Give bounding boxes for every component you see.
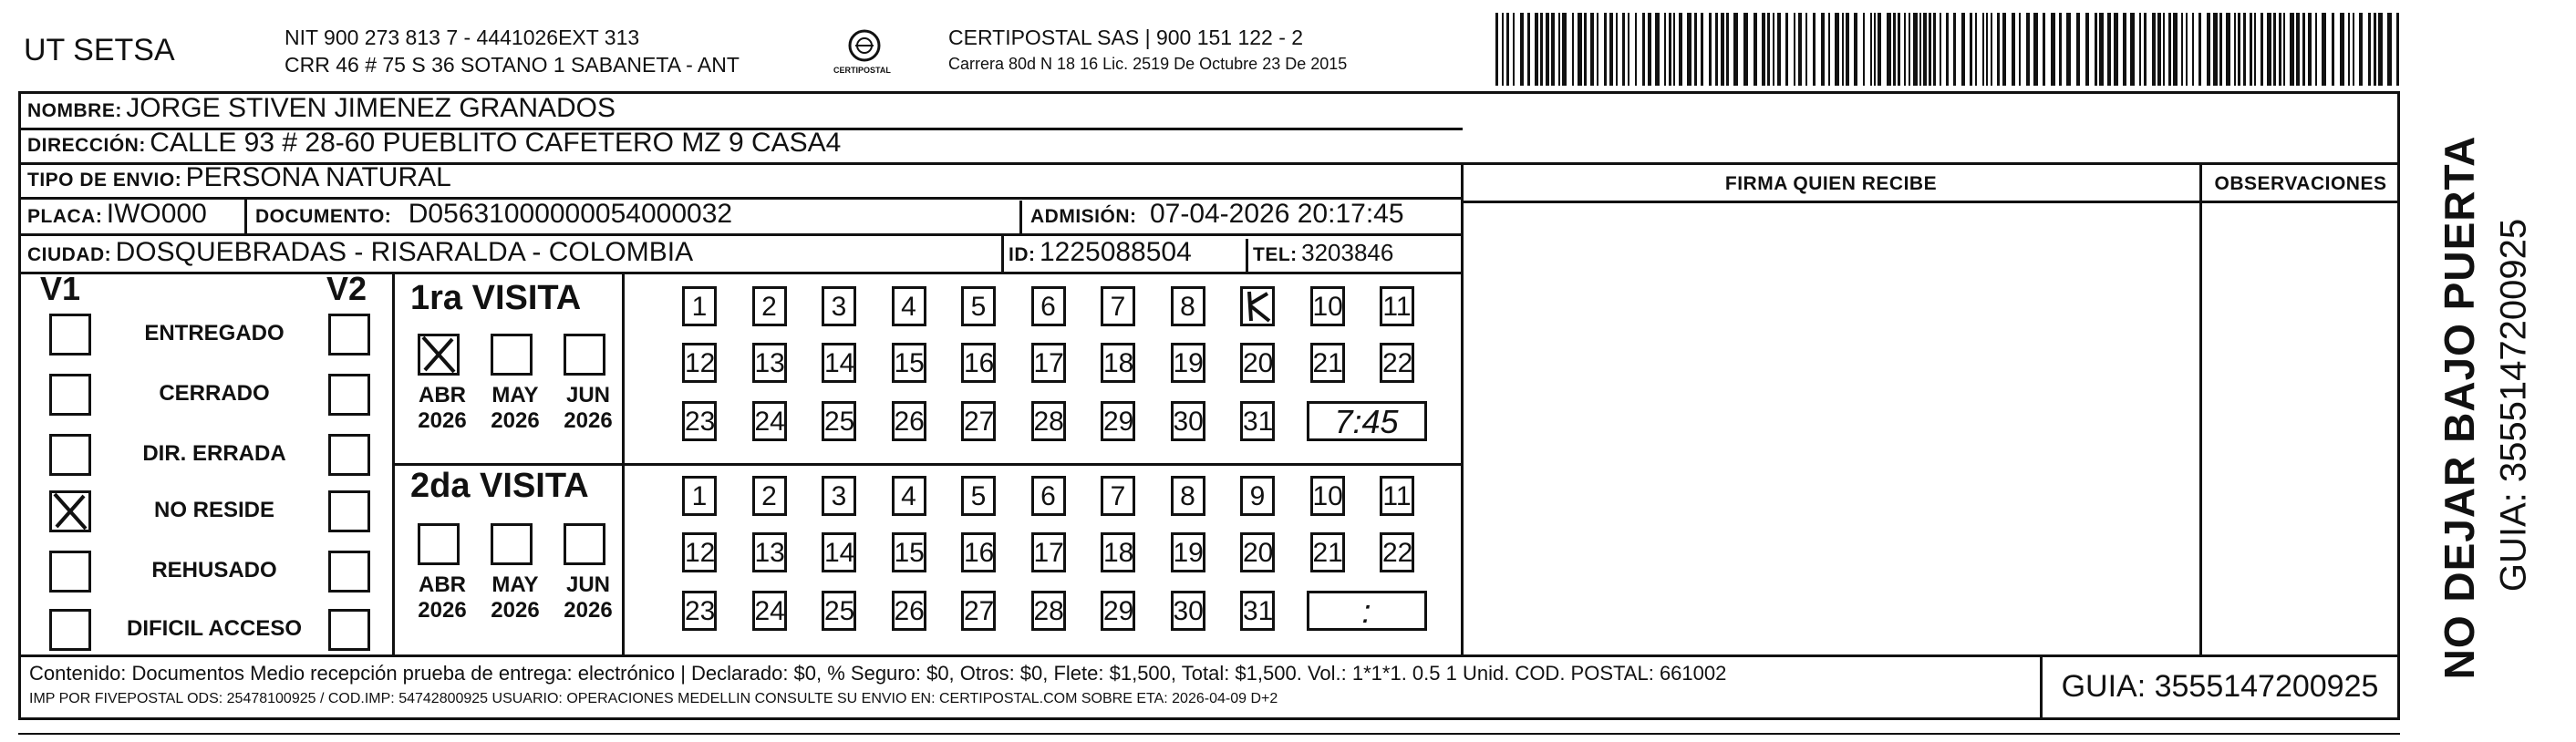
barcode-bar bbox=[1578, 13, 1582, 86]
day-box[interactable]: 14 bbox=[822, 343, 856, 383]
v1-checkbox[interactable] bbox=[49, 374, 91, 416]
barcode-bar bbox=[1933, 13, 1936, 86]
v1-checkbox[interactable] bbox=[49, 551, 91, 593]
barcode-bar bbox=[1904, 13, 1906, 86]
day-box[interactable]: 11 bbox=[1380, 476, 1414, 516]
month-label: ABR bbox=[419, 383, 466, 407]
barcode-bar bbox=[1664, 13, 1666, 86]
barcode-bar bbox=[2260, 13, 2263, 86]
barcode-bar bbox=[2308, 13, 2312, 86]
visit1-title: 1ra VISITA bbox=[410, 279, 582, 317]
barcode-bar bbox=[2026, 13, 2030, 86]
barcode-bar bbox=[2219, 13, 2222, 86]
firma-area[interactable] bbox=[1464, 203, 2198, 654]
barcode-bar bbox=[1513, 13, 1515, 86]
day-box[interactable]: 27 bbox=[961, 591, 996, 631]
barcode-bar bbox=[1709, 13, 1712, 86]
certipostal-logo-icon bbox=[828, 26, 901, 80]
day-box[interactable]: 30 bbox=[1171, 401, 1205, 441]
barcode-bar bbox=[2123, 13, 2126, 86]
month-checkbox[interactable] bbox=[564, 334, 605, 376]
month-year: 2026 bbox=[491, 598, 540, 623]
day-box[interactable]: 20 bbox=[1240, 343, 1275, 383]
barcode-bar bbox=[2051, 13, 2055, 86]
day-box[interactable]: 7 bbox=[1101, 286, 1135, 326]
month-checkbox[interactable] bbox=[564, 523, 605, 565]
ciudad-value: DOSQUEBRADAS - RISARALDA - COLOMBIA bbox=[115, 237, 694, 267]
barcode-bar bbox=[1929, 13, 1931, 86]
barcode-bar bbox=[1975, 13, 1977, 86]
barcode-bar bbox=[1842, 13, 1844, 86]
day-box[interactable]: 28 bbox=[1031, 591, 1066, 631]
barcode-bar bbox=[1648, 13, 1651, 86]
barcode-bar bbox=[1622, 13, 1625, 86]
status-label: CERRADO bbox=[159, 381, 270, 406]
day-box[interactable]: 10 bbox=[1310, 476, 1345, 516]
day-box[interactable]: 29 bbox=[1101, 591, 1135, 631]
barcode-bar bbox=[2238, 13, 2240, 86]
day-box[interactable]: 10 bbox=[1310, 286, 1345, 326]
barcode-bar bbox=[2033, 13, 2038, 86]
day-box[interactable]: 3 bbox=[822, 286, 856, 326]
barcode-bar bbox=[2254, 13, 2256, 86]
admision-label: ADMISIÓN: bbox=[1030, 206, 1137, 227]
barcode-bar bbox=[1495, 13, 1498, 86]
barcode-bar bbox=[2302, 13, 2305, 86]
barcode-bar bbox=[1635, 13, 1637, 86]
month-year: 2026 bbox=[564, 408, 613, 433]
barcode-bar bbox=[1584, 13, 1587, 86]
barcode-icon bbox=[1495, 13, 2407, 86]
day-box[interactable]: 4 bbox=[892, 476, 926, 516]
barcode-bar bbox=[1669, 13, 1671, 86]
side-guia: GUIA: 3555147200925 bbox=[2493, 218, 2534, 593]
barcode-bar bbox=[1767, 13, 1770, 86]
barcode-bar bbox=[1590, 13, 1594, 86]
barcode-bar bbox=[2273, 13, 2276, 86]
day-box[interactable]: 30 bbox=[1171, 591, 1205, 631]
barcode-bar bbox=[1642, 13, 1645, 86]
id-label: ID: bbox=[1009, 244, 1036, 265]
month-label: JUN bbox=[565, 572, 610, 597]
day-box[interactable]: 26 bbox=[892, 401, 926, 441]
barcode-bar bbox=[2226, 13, 2230, 86]
barcode-bar bbox=[2002, 13, 2006, 86]
barcode-bar bbox=[1898, 13, 1900, 86]
barcode-bar bbox=[2359, 13, 2363, 86]
barcode-bar bbox=[1919, 13, 1921, 86]
barcode-bar bbox=[1961, 13, 1965, 86]
barcode-bar bbox=[1616, 13, 1618, 86]
barcode-bar bbox=[1715, 13, 1718, 86]
day-box[interactable]: 21 bbox=[1310, 532, 1345, 572]
barcode-bar bbox=[2059, 13, 2062, 86]
admision-value: 07-04-2026 20:17:45 bbox=[1149, 199, 1404, 229]
v1-checkbox[interactable] bbox=[49, 314, 91, 356]
barcode-bar bbox=[2095, 13, 2097, 86]
documento-label: DOCUMENTO: bbox=[255, 206, 392, 227]
barcode-bar bbox=[1997, 13, 2000, 86]
barcode-bar bbox=[2267, 13, 2271, 86]
day-box[interactable]: 6 bbox=[1031, 476, 1066, 516]
barcode-bar bbox=[1863, 13, 1865, 86]
logo-text: CERTIPOSTAL bbox=[833, 66, 891, 75]
status-label: ENTREGADO bbox=[144, 321, 284, 345]
barcode-bar bbox=[1777, 13, 1781, 86]
barcode-bar bbox=[1846, 13, 1849, 86]
footer-guia: GUIA: 3555147200925 bbox=[2061, 669, 2379, 704]
barcode-bar bbox=[2396, 13, 2399, 86]
barcode-bar bbox=[1726, 13, 1729, 86]
month-checkbox[interactable] bbox=[491, 523, 533, 565]
footer-line2: IMP POR FIVEPOSTAL ODS: 25478100925 / COD.IMP: 54742800925 USUARIO: OPERACIONES MEDELLIN CONSULTE SU ENVIO EN: CERTIPOSTAL.COM SOBRE ETA: 2026-04-09 D+2 bbox=[29, 691, 1278, 706]
barcode-bar bbox=[1986, 13, 1988, 86]
barcode-bar bbox=[2076, 13, 2080, 86]
status-label: NO RESIDE bbox=[153, 498, 275, 522]
certipostal-title: CERTIPOSTAL SAS | 900 151 122 - 2 bbox=[948, 26, 1304, 49]
barcode-bar bbox=[1694, 13, 1697, 86]
month-year: 2026 bbox=[491, 408, 540, 433]
barcode-bar bbox=[2099, 13, 2104, 86]
day-box[interactable]: 11 bbox=[1380, 286, 1414, 326]
barcode-bar bbox=[1813, 13, 1816, 86]
month-label: MAY bbox=[491, 572, 539, 597]
day-box[interactable]: 14 bbox=[822, 532, 856, 572]
barcode-bar bbox=[1835, 13, 1839, 86]
month-year: 2026 bbox=[418, 598, 467, 623]
barcode-bar bbox=[1721, 13, 1724, 86]
barcode-bar bbox=[1970, 13, 1972, 86]
certipostal-sub: Carrera 80d N 18 16 Lic. 2519 De Octubre 23 De 2015 bbox=[948, 55, 1348, 73]
barcode-bar bbox=[1887, 13, 1891, 86]
barcode-bar bbox=[2019, 13, 2021, 86]
tipo-value: PERSONA NATURAL bbox=[185, 162, 451, 192]
barcode-bar bbox=[2192, 13, 2194, 86]
day-box[interactable]: 28 bbox=[1031, 401, 1066, 441]
barcode-bar bbox=[2348, 13, 2350, 86]
barcode-bar bbox=[1520, 13, 1524, 86]
day-box[interactable]: 3 bbox=[822, 476, 856, 516]
company-name: UT SETSA bbox=[24, 33, 175, 67]
barcode-bar bbox=[2332, 13, 2334, 86]
day-box[interactable]: 17 bbox=[1031, 343, 1066, 383]
barcode-bar bbox=[1673, 13, 1675, 86]
day-box[interactable]: 17 bbox=[1031, 532, 1066, 572]
barcode-bar bbox=[1701, 13, 1703, 86]
day-box[interactable]: 2 bbox=[752, 476, 787, 516]
barcode-bar bbox=[2250, 13, 2252, 86]
barcode-bar bbox=[1679, 13, 1682, 86]
day-box[interactable]: 6 bbox=[1031, 286, 1066, 326]
barcode-bar bbox=[2368, 13, 2371, 86]
status-label: REHUSADO bbox=[151, 558, 277, 582]
barcode-bar bbox=[2315, 13, 2317, 86]
barcode-bar bbox=[2139, 13, 2141, 86]
barcode-bar bbox=[1946, 13, 1949, 86]
barcode-bar bbox=[2186, 13, 2188, 86]
day-box[interactable]: 5 bbox=[961, 476, 996, 516]
placa-value: IWO000 bbox=[106, 199, 207, 229]
barcode-bar bbox=[1923, 13, 1927, 86]
barcode-bar bbox=[1540, 13, 1543, 86]
day-box[interactable]: 2 bbox=[752, 286, 787, 326]
barcode-bar bbox=[2107, 13, 2111, 86]
day-box[interactable]: 5 bbox=[961, 286, 996, 326]
direccion-label: DIRECCIÓN: bbox=[27, 135, 146, 156]
tel-value: 3203846 bbox=[1301, 239, 1394, 266]
barcode-bar bbox=[2374, 13, 2376, 86]
barcode-bar bbox=[1687, 13, 1691, 86]
month-checkbox[interactable] bbox=[491, 334, 533, 376]
day-box[interactable]: 22 bbox=[1380, 343, 1414, 383]
day-box[interactable]: 18 bbox=[1101, 532, 1135, 572]
barcode-bar bbox=[1854, 13, 1857, 86]
barcode-bar bbox=[2290, 13, 2294, 86]
day-box[interactable]: 13 bbox=[752, 343, 787, 383]
firma-header: FIRMA QUIEN RECIBE bbox=[1724, 173, 1938, 194]
barcode-bar bbox=[1604, 13, 1607, 86]
barcode-bar bbox=[2207, 13, 2210, 86]
barcode-bar bbox=[2387, 13, 2392, 86]
barcode-bar bbox=[2144, 13, 2147, 86]
barcode-bar bbox=[1913, 13, 1918, 86]
barcode-bar bbox=[2085, 13, 2089, 86]
barcode-bar bbox=[2043, 13, 2045, 86]
ciudad-label: CIUDAD: bbox=[27, 244, 112, 265]
barcode-bar bbox=[1655, 13, 1660, 86]
barcode-bar bbox=[1798, 13, 1802, 86]
day-box[interactable]: 25 bbox=[822, 401, 856, 441]
day-box[interactable]: 27 bbox=[961, 401, 996, 441]
barcode-bar bbox=[2234, 13, 2236, 86]
day-box[interactable]: 15 bbox=[892, 343, 926, 383]
v2-header: V2 bbox=[326, 270, 367, 307]
day-box[interactable]: 20 bbox=[1240, 532, 1275, 572]
id-value: 1225088504 bbox=[1039, 237, 1192, 267]
v2-checkbox[interactable] bbox=[328, 609, 370, 651]
day-box[interactable]: 29 bbox=[1101, 401, 1135, 441]
barcode-bar bbox=[2163, 13, 2165, 86]
barcode-bar bbox=[1562, 13, 1567, 86]
barcode-bar bbox=[1982, 13, 1984, 86]
month-year: 2026 bbox=[418, 408, 467, 433]
day-box[interactable]: 23 bbox=[682, 401, 717, 441]
observaciones-area[interactable] bbox=[2203, 203, 2398, 654]
v1-header: V1 bbox=[40, 270, 81, 307]
barcode-bar bbox=[2130, 13, 2135, 86]
day-box[interactable]: 24 bbox=[752, 591, 787, 631]
barcode-bar bbox=[1527, 13, 1530, 86]
visit2-title: 2da VISITA bbox=[410, 467, 589, 505]
v2-checkbox[interactable] bbox=[328, 434, 370, 476]
barcode-bar bbox=[1953, 13, 1956, 86]
day-box[interactable]: 19 bbox=[1171, 343, 1205, 383]
month-checkbox[interactable] bbox=[418, 523, 460, 565]
month-checkbox[interactable] bbox=[418, 334, 460, 376]
barcode-bar bbox=[1870, 13, 1872, 86]
day-box[interactable]: 26 bbox=[892, 591, 926, 631]
barcode-bar bbox=[2353, 13, 2354, 86]
bottom-rule bbox=[18, 733, 2400, 735]
company-address: CRR 46 # 75 S 36 SOTANO 1 SABANETA - ANT bbox=[284, 53, 740, 77]
barcode-bar bbox=[1546, 13, 1549, 86]
time-box[interactable]: : bbox=[1307, 591, 1427, 631]
day-box[interactable] bbox=[1240, 286, 1275, 326]
day-box[interactable]: 31 bbox=[1240, 591, 1275, 631]
placa-label: PLACA: bbox=[27, 206, 103, 227]
v2-checkbox[interactable] bbox=[328, 490, 370, 532]
day-box[interactable]: 21 bbox=[1310, 343, 1345, 383]
day-box[interactable]: 16 bbox=[961, 532, 996, 572]
barcode-bar bbox=[1628, 13, 1629, 86]
v1-checkbox[interactable] bbox=[49, 434, 91, 476]
barcode-bar bbox=[2012, 13, 2015, 86]
nombre-value: JORGE STIVEN JIMENEZ GRANADOS bbox=[126, 93, 616, 123]
barcode-bar bbox=[1558, 13, 1560, 86]
day-box[interactable]: 8 bbox=[1171, 476, 1205, 516]
barcode-bar bbox=[1909, 13, 1910, 86]
observaciones-header: OBSERVACIONES bbox=[2214, 173, 2387, 194]
barcode-bar bbox=[1893, 13, 1896, 86]
barcode-bar bbox=[2378, 13, 2383, 86]
barcode-bar bbox=[2283, 13, 2285, 86]
barcode-bar bbox=[1991, 13, 1992, 86]
barcode-bar bbox=[2157, 13, 2161, 86]
day-box[interactable]: 1 bbox=[682, 476, 717, 516]
barcode-bar bbox=[1785, 13, 1788, 86]
barcode-bar bbox=[1609, 13, 1613, 86]
time-box[interactable]: 7:45 bbox=[1307, 401, 1427, 441]
barcode-bar bbox=[2181, 13, 2183, 86]
day-box[interactable]: 22 bbox=[1380, 532, 1414, 572]
barcode-bar bbox=[1762, 13, 1765, 86]
barcode-bar bbox=[1535, 13, 1538, 86]
day-box[interactable]: 15 bbox=[892, 532, 926, 572]
barcode-bar bbox=[1874, 13, 1876, 86]
barcode-bar bbox=[1502, 13, 1504, 86]
month-label: ABR bbox=[419, 572, 466, 597]
barcode-bar bbox=[1506, 13, 1509, 86]
barcode-bar bbox=[1754, 13, 1757, 86]
month-year: 2026 bbox=[564, 598, 613, 623]
barcode-bar bbox=[2114, 13, 2118, 86]
status-label: DIR. ERRADA bbox=[142, 441, 286, 466]
v2-checkbox[interactable] bbox=[328, 551, 370, 593]
nit-line: NIT 900 273 813 7 - 4441026EXT 313 bbox=[284, 26, 640, 49]
day-box[interactable]: 4 bbox=[892, 286, 926, 326]
barcode-bar bbox=[2173, 13, 2178, 86]
day-box[interactable]: 16 bbox=[961, 343, 996, 383]
barcode-bar bbox=[2279, 13, 2281, 86]
barcode-bar bbox=[2296, 13, 2300, 86]
day-box[interactable]: 24 bbox=[752, 401, 787, 441]
barcode-bar bbox=[2340, 13, 2344, 86]
v2-checkbox[interactable] bbox=[328, 314, 370, 356]
v2-checkbox[interactable] bbox=[328, 374, 370, 416]
nombre-label: NOMBRE: bbox=[27, 100, 122, 121]
day-box[interactable]: 8 bbox=[1171, 286, 1205, 326]
day-box[interactable]: 7 bbox=[1101, 476, 1135, 516]
day-box[interactable]: 13 bbox=[752, 532, 787, 572]
barcode-bar bbox=[2243, 13, 2246, 86]
side-warning: NO DEJAR BAJO PUERTA bbox=[2436, 135, 2483, 680]
day-box[interactable]: 18 bbox=[1101, 343, 1135, 383]
barcode-bar bbox=[1940, 13, 1941, 86]
tel-label: TEL: bbox=[1253, 244, 1298, 265]
barcode-bar bbox=[2322, 13, 2326, 86]
day-box[interactable]: 19 bbox=[1171, 532, 1205, 572]
barcode-bar bbox=[2213, 13, 2218, 86]
tipo-label: TIPO DE ENVIO: bbox=[27, 170, 182, 191]
day-box[interactable]: 31 bbox=[1240, 401, 1275, 441]
day-box[interactable]: 23 bbox=[682, 591, 717, 631]
barcode-bar bbox=[1878, 13, 1881, 86]
barcode-bar bbox=[2066, 13, 2071, 86]
barcode-bar bbox=[1828, 13, 1830, 86]
barcode-bar bbox=[1805, 13, 1807, 86]
day-box[interactable]: 12 bbox=[682, 343, 717, 383]
barcode-bar bbox=[1794, 13, 1795, 86]
barcode-bar bbox=[1743, 13, 1748, 86]
month-label: MAY bbox=[491, 383, 539, 407]
documento-value: D05631000000054000032 bbox=[408, 199, 733, 229]
barcode-bar bbox=[1597, 13, 1598, 86]
status-label: DIFICIL ACCESO bbox=[126, 616, 302, 641]
footer-line1: Contenido: Documentos Medio recepción prueba de entrega: electrónico | Declarado: $0, % Seguro: $0, Otros: $0, Flete: $1,500, Total: $1,500. Vol.: 1*1*1. 0.5 1 Unid. COD. POSTAL: 661002 bbox=[29, 662, 1727, 685]
barcode-bar bbox=[2152, 13, 2156, 86]
day-box[interactable]: 25 bbox=[822, 591, 856, 631]
barcode-bar bbox=[1551, 13, 1555, 86]
barcode-bar bbox=[2198, 13, 2201, 86]
v1-checkbox[interactable] bbox=[49, 609, 91, 651]
barcode-bar bbox=[1773, 13, 1774, 86]
day-box[interactable]: 12 bbox=[682, 532, 717, 572]
barcode-bar bbox=[1572, 13, 1574, 86]
v1-checkbox[interactable] bbox=[49, 490, 91, 532]
month-label: JUN bbox=[565, 383, 610, 407]
barcode-bar bbox=[1733, 13, 1738, 86]
barcode-bar bbox=[2168, 13, 2171, 86]
day-box[interactable]: 1 bbox=[682, 286, 717, 326]
barcode-bar bbox=[1821, 13, 1825, 86]
direccion-value: CALLE 93 # 28-60 PUEBLITO CAFETERO MZ 9 CASA4 bbox=[150, 128, 842, 158]
day-box[interactable]: 9 bbox=[1240, 476, 1275, 516]
